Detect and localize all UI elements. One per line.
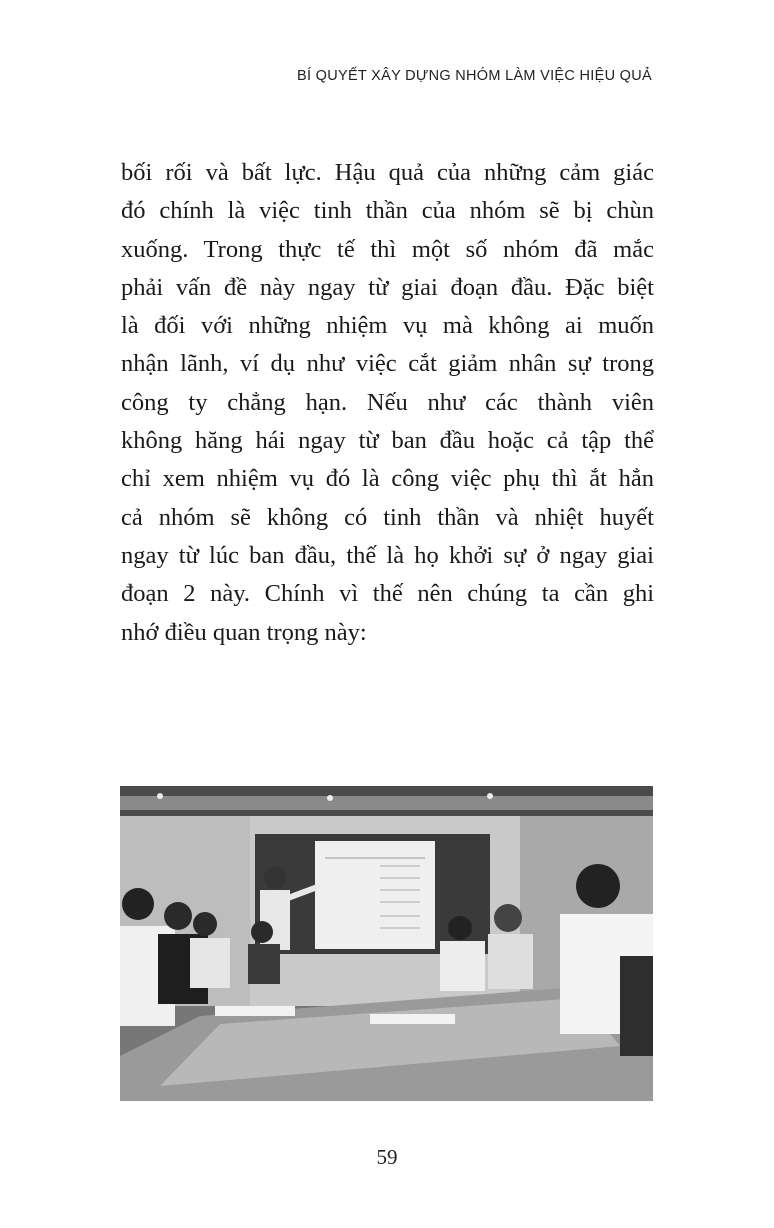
running-header: BÍ QUYẾT XÂY DỰNG NHÓM LÀM VIỆC HIỆU QUẢ	[297, 68, 652, 84]
body-text	[121, 154, 654, 652]
text-line: nhớ điều quan trọng này:	[121, 618, 367, 646]
text-line: ngay từ lúc ban đầu, thế là họ khởi sự ở ngay giai	[121, 541, 654, 569]
page-number: 59	[376, 1145, 398, 1169]
meeting-photo	[120, 786, 653, 1101]
text-line: đoạn 2 này. Chính vì thế nên chúng ta cần ghi	[121, 580, 654, 608]
text-line: nhận lãnh, ví dụ như việc cắt giảm nhân sự trong	[121, 350, 654, 378]
text-line: cả nhóm sẽ không có tinh thần và nhiệt huyết	[121, 503, 654, 531]
text-line: đó chính là việc tinh thần của nhóm sẽ bị chùn	[121, 197, 654, 225]
text-line: không hăng hái ngay từ ban đầu hoặc cả tập thể	[121, 427, 654, 455]
text-line: bối rối và bất lực. Hậu quả của những cảm giác	[121, 159, 654, 186]
text-line: là đối với những nhiệm vụ mà không ai muốn	[121, 312, 654, 340]
text-line: xuống. Trong thực tế thì một số nhóm đã mắc	[121, 235, 654, 263]
text-line: chỉ xem nhiệm vụ đó là công việc phụ thì ắt hẳn	[121, 465, 654, 493]
text-line: phải vấn đề này ngay từ giai đoạn đầu. Đặc biệt	[121, 273, 654, 301]
meeting-photo-illustration	[120, 786, 653, 1101]
text-line: công ty chẳng hạn. Nếu như các thành viên	[121, 388, 654, 416]
